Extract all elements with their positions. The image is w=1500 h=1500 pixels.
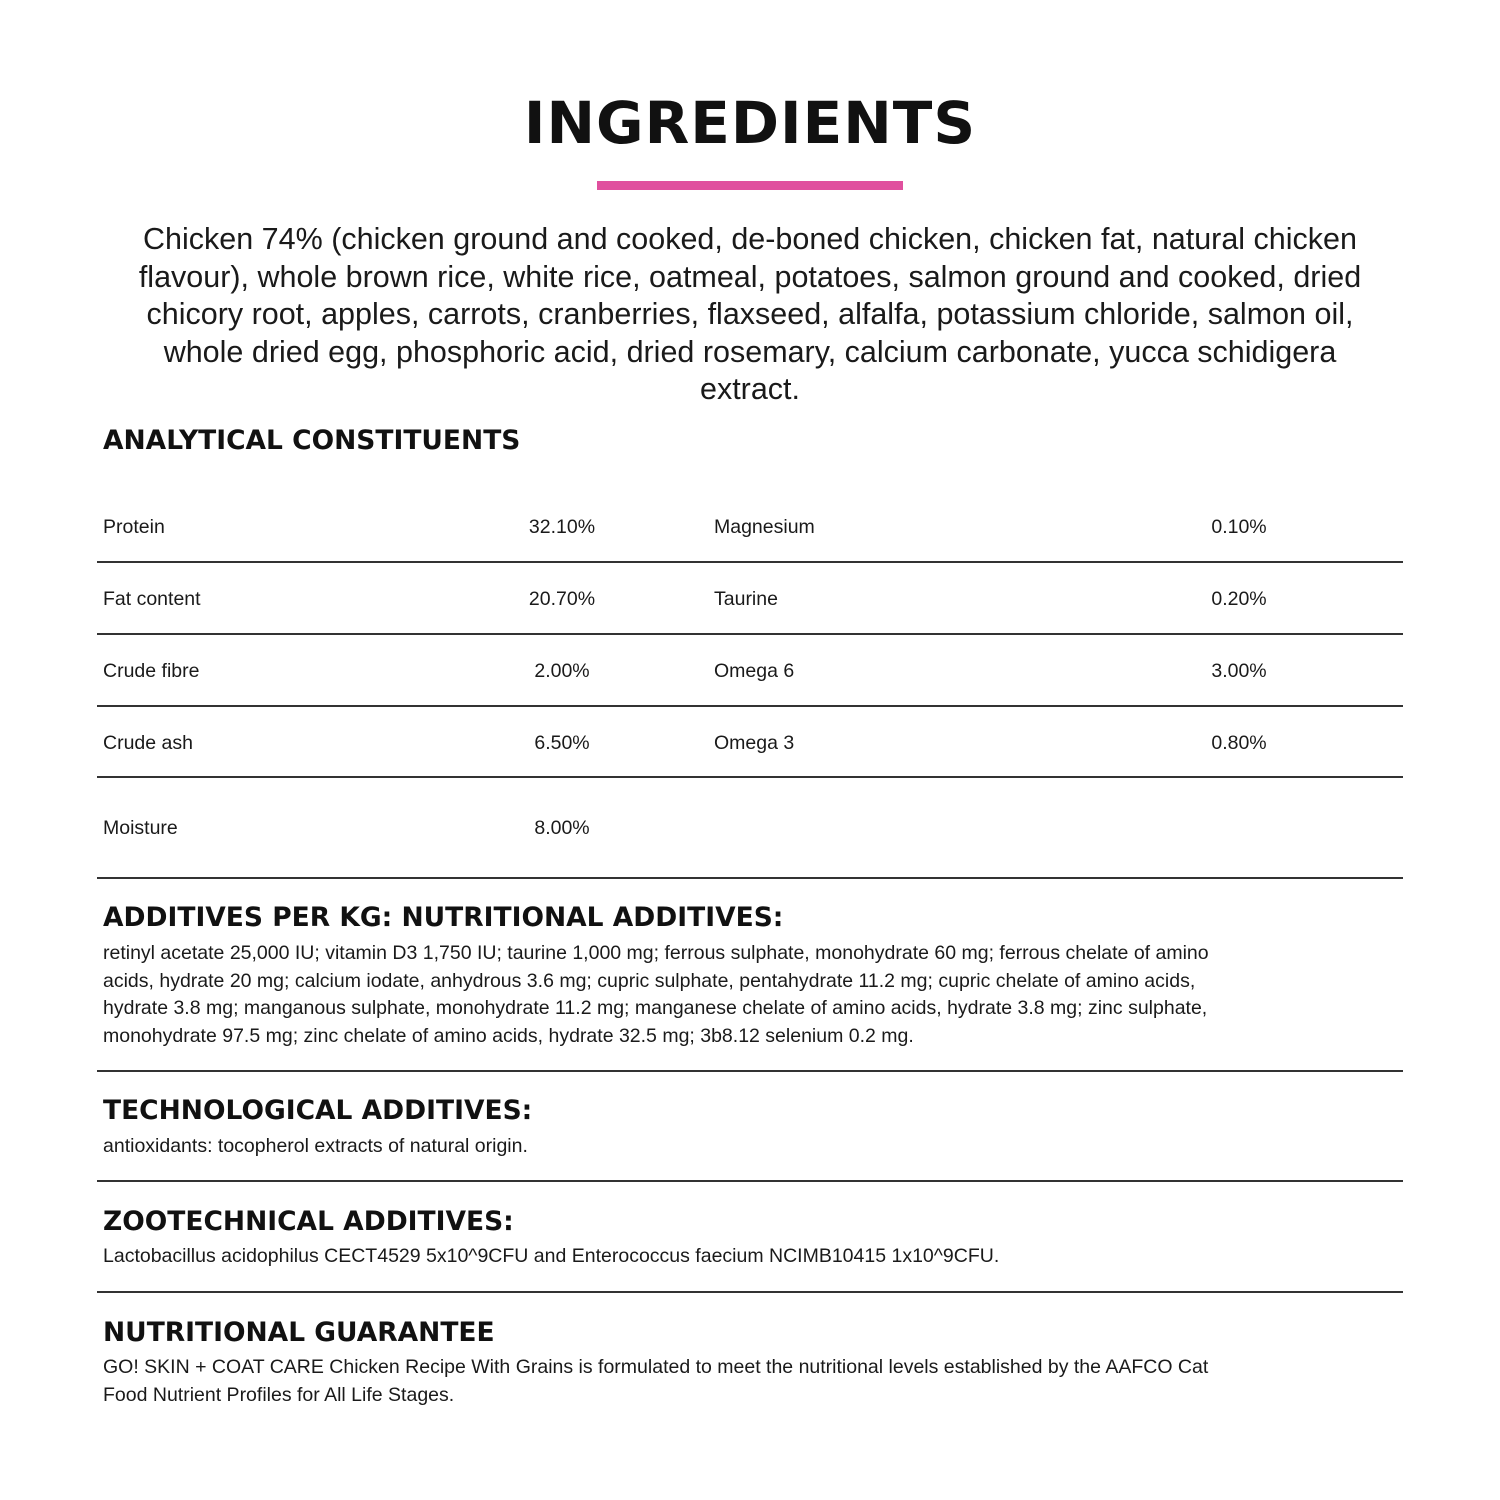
constituent-value: 0.20% <box>1211 588 1267 610</box>
nutritional-guarantee-heading: NUTRITIONAL GUARANTEE <box>103 1317 495 1348</box>
ingredients-list: Chicken 74% (chicken ground and cooked, de-boned chicken, chicken fat, natural chicken flavour), whole brown rice, white rice, oatmeal, potatoes, salmon ground and cooked, dried chicory root, apples, carrots, cranberries, flaxseed, alfalfa, potassium chloride, salmon oil, whole dried egg, phosphoric acid, dried rosemary, calcium carbonate, yucca schidigera extract. <box>138 222 1362 406</box>
constituent-value: 3.00% <box>1211 660 1267 682</box>
constituent-name: Fat content <box>103 588 201 610</box>
constituent-name: Magnesium <box>714 516 815 538</box>
technological-additives-heading: TECHNOLOGICAL ADDITIVES: <box>103 1095 533 1126</box>
constituent-name: Crude ash <box>103 732 193 754</box>
section-divider <box>97 1291 1403 1293</box>
nutritional-guarantee-body <box>103 1354 1393 1409</box>
constituent-value: 8.00% <box>534 817 590 839</box>
title-accent-rule <box>597 181 903 190</box>
page-title: INGREDIENTS <box>523 89 977 157</box>
text-line: hydrate 3.8 mg; manganous sulphate, monohydrate 11.2 mg; manganese chelate of amino acids, hydrate 3.8 mg; zinc sulphate, <box>103 997 1208 1019</box>
section-divider <box>97 1180 1403 1182</box>
text-line: retinyl acetate 25,000 IU; vitamin D3 1,750 IU; taurine 1,000 mg; ferrous sulphate, monohydrate 60 mg; ferrous chelate of amino <box>103 942 1209 964</box>
text-line: acids, hydrate 20 mg; calcium iodate, anhydrous 3.6 mg; cupric sulphate, pentahydrate 11.2 mg; cupric chelate of amino acids, <box>103 969 1196 992</box>
zootechnical-additives-heading: ZOOTECHNICAL ADDITIVES: <box>103 1206 514 1237</box>
text-line: monohydrate 97.5 mg; zinc chelate of amino acids, hydrate 32.5 mg; 3b8.12 selenium 0.2 mg. <box>103 1024 914 1047</box>
nutritional-additives-body <box>103 940 1393 1050</box>
technological-additives-body: antioxidants: tocopherol extracts of natural origin. <box>103 1135 528 1157</box>
nutritional-additives-heading: ADDITIVES PER KG: NUTRITIONAL ADDITIVES: <box>103 902 784 933</box>
constituent-name: Protein <box>103 516 165 538</box>
row-divider <box>97 561 1403 563</box>
row-divider <box>97 705 1403 707</box>
constituent-value: 0.10% <box>1211 516 1267 538</box>
text-line: Food Nutrient Profiles for All Life Stages. <box>103 1383 455 1406</box>
constituent-value: 20.70% <box>528 588 596 610</box>
constituent-value: 6.50% <box>534 732 590 754</box>
row-divider <box>97 776 1403 778</box>
row-divider <box>97 633 1403 635</box>
constituent-name: Taurine <box>714 588 778 610</box>
constituent-value: 0.80% <box>1211 732 1267 754</box>
constituent-value: 2.00% <box>534 660 590 682</box>
text-line: GO! SKIN + COAT CARE Chicken Recipe With Grains is formulated to meet the nutritional levels established by the AAFCO Cat <box>103 1356 1209 1378</box>
section-divider <box>97 1070 1403 1072</box>
section-divider <box>97 877 1403 879</box>
constituent-name: Crude fibre <box>103 660 200 682</box>
constituent-name: Omega 3 <box>714 732 795 754</box>
constituent-name: Omega 6 <box>714 660 795 682</box>
constituent-value: 32.10% <box>528 516 596 538</box>
zootechnical-additives-body: Lactobacillus acidophilus CECT4529 5x10^9CFU and Enterococcus faecium NCIMB10415 1x10^9CFU. <box>103 1245 1000 1267</box>
constituent-name: Moisture <box>103 817 178 839</box>
analytical-heading: ANALYTICAL CONSTITUENTS <box>103 425 521 456</box>
